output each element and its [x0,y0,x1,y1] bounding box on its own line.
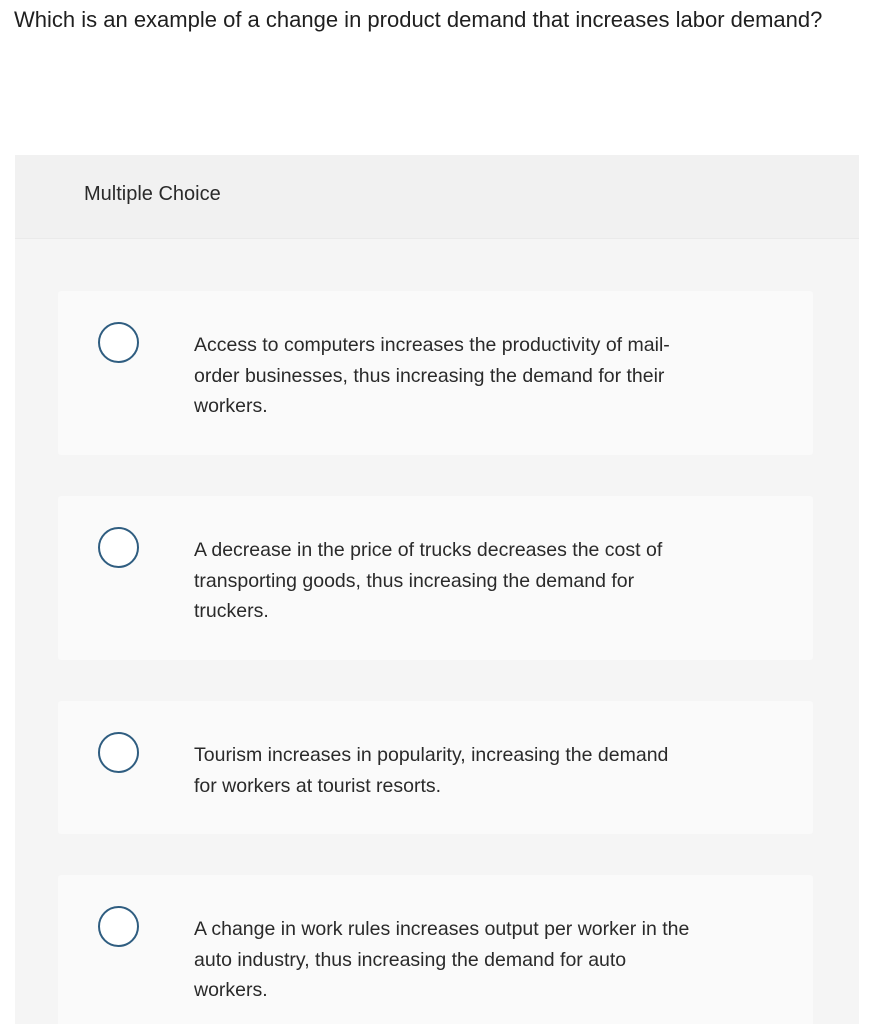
question-type-label: Multiple Choice [84,183,221,205]
choice-option-text: Tourism increases in popularity, increasing the demand for workers at tourist resorts. [194,744,669,797]
radio-button-icon[interactable] [98,527,139,568]
radio-button-icon[interactable] [98,906,139,947]
choice-option-text: A decrease in the price of trucks decreases the cost of transporting goods, thus increasing the demand for truckers. [194,539,663,622]
choice-option-4[interactable] [58,875,813,1024]
question-text: Which is an example of a change in product demand that increases labor demand? [14,7,823,32]
multiple-choice-panel [15,155,859,1024]
choice-option-2[interactable] [58,496,813,660]
panel-header [15,155,859,239]
choice-option-text: A change in work rules increases output per worker in the auto industry, thus increasing the demand for auto workers. [194,918,690,1001]
choice-option-3[interactable] [58,701,813,834]
choice-option-text: Access to computers increases the productivity of mail-order businesses, thus increasing the demand for their workers. [194,334,670,417]
radio-button-icon[interactable] [98,322,139,363]
radio-button-icon[interactable] [98,732,139,773]
choice-option-1[interactable] [58,291,813,455]
